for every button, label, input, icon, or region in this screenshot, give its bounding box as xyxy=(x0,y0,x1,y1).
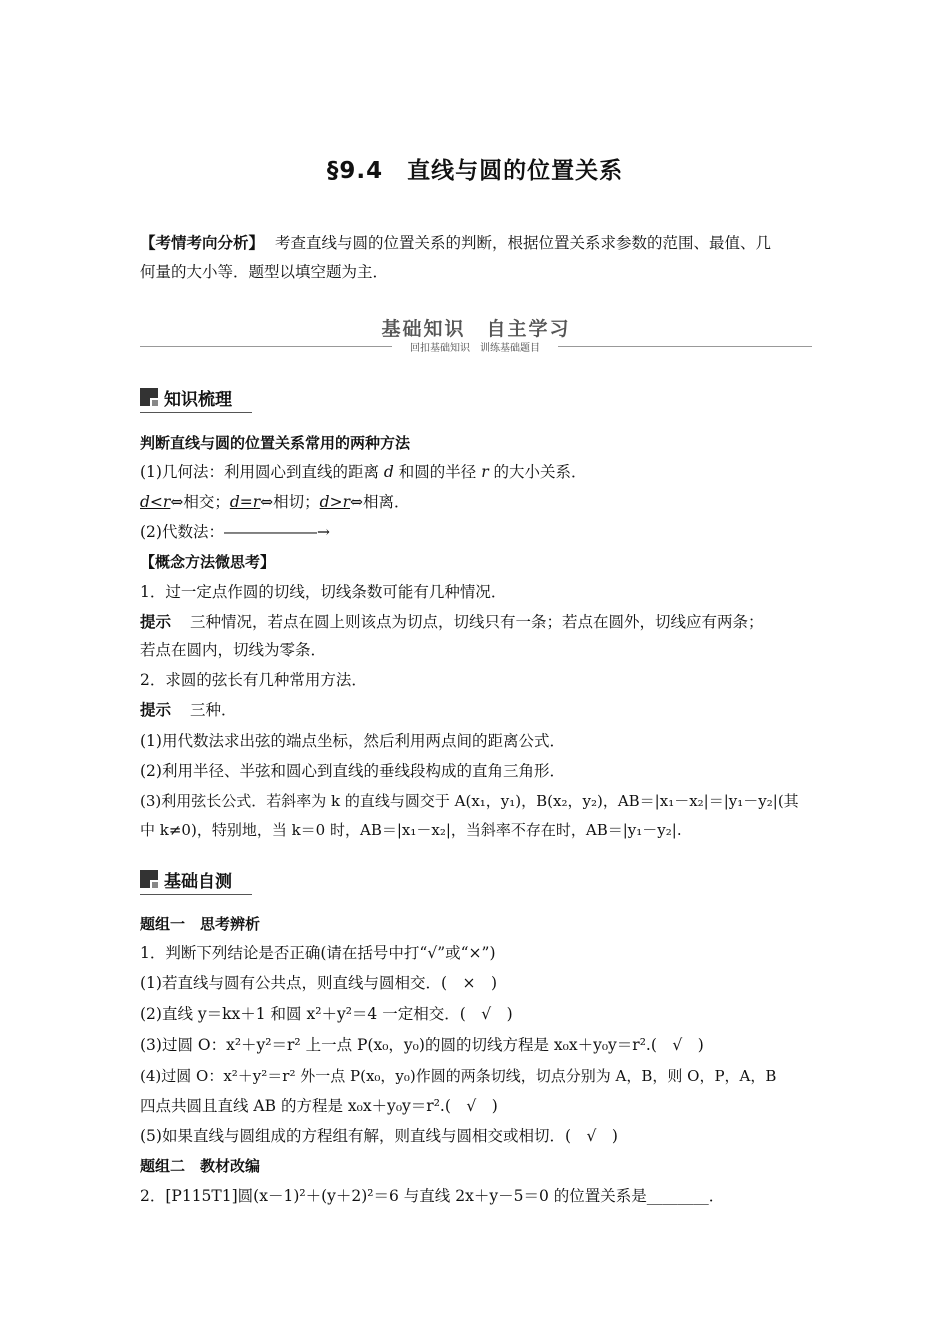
analysis-text-1: 考查直线与圆的位置关系的判断，根据位置关系求参数的范围、最值、几 xyxy=(274,234,771,252)
selftest-statement-5: (5)如果直线与圆组成的方程组有解，则直线与圆相交或相切．( √ ) xyxy=(140,1127,618,1145)
section-underline xyxy=(140,894,252,895)
section-square-icon xyxy=(140,870,158,888)
concept-method-1: (1)用代数法求出弦的端点坐标，然后利用两点间的距离公式． xyxy=(140,732,565,750)
concept-label: 【概念方法微思考】 xyxy=(140,553,276,571)
concept-method-3-line1: (3)利用弦长公式．若斜率为 k 的直线与圆交于 A(x₁，y₁)，B(x₂，y₂)，AB＝|x₁－x₂|＝|y₁－y₂|(其 xyxy=(140,792,799,810)
selftest-statement-1: (1)若直线与圆有公共点，则直线与圆相交．( × ) xyxy=(140,974,498,992)
hint-label: 提示 xyxy=(140,613,172,631)
selftest-q2: 2．[P115T1]圆(x－1)²＋(y＋2)²＝6 与直线 2x＋y－5＝0 的位置关系是________． xyxy=(140,1187,725,1205)
knowledge-algebra xyxy=(140,522,330,542)
section-knowledge-title: 知识梳理 xyxy=(164,390,232,410)
relation-tangent: d=r xyxy=(229,493,261,511)
knowledge-relations xyxy=(140,492,409,512)
section-selftest-header xyxy=(140,866,252,896)
concept-a2-text: 三种． xyxy=(189,701,237,719)
analysis-label: 【考情考向分析】 xyxy=(140,234,265,252)
section-selftest-title: 基础自测 xyxy=(164,872,232,892)
concept-q1: 1．过一定点作圆的切线，切线条数可能有几种情况． xyxy=(140,583,507,601)
section-knowledge-header xyxy=(140,384,252,414)
banner-title: 基础知识 自主学习 xyxy=(381,318,571,340)
knowledge-geometry xyxy=(140,462,587,482)
analysis-line-1 xyxy=(140,233,771,253)
geometry-r: r xyxy=(481,463,489,481)
hint-label: 提示 xyxy=(140,701,172,719)
relation-separate: d>r xyxy=(319,493,350,511)
geometry-prefix: (1)几何法：利用圆心到直线的距离 xyxy=(140,463,384,481)
algebra-arrow: ――――――→ xyxy=(223,523,330,541)
geometry-d: d xyxy=(383,463,394,481)
geometry-mid: 和圆的半径 xyxy=(393,463,482,481)
selftest-statement-4-line2: 四点共圆且直线 AB 的方程是 x₀x＋y₀y＝r².( √ ) xyxy=(140,1097,498,1115)
banner-rule-right xyxy=(558,346,812,347)
concept-a1-text: 三种情况，若点在圆上则该点为切点，切线只有一条；若点在圆外，切线应有两条； xyxy=(189,613,764,631)
relation-separate-text: ⇔相离． xyxy=(349,493,410,511)
section-banner xyxy=(140,310,812,360)
selftest-statement-4-line1: (4)过圆 O：x²＋y²＝r² 外一点 P(x₀，y₀)作圆的两条切线，切点分别为 A，B，则 O，P，A，B xyxy=(140,1067,777,1085)
group-1-heading: 题组一 思考辨析 xyxy=(140,915,261,933)
banner-rule-left xyxy=(140,346,392,347)
selftest-statement-2: (2)直线 y＝kx＋1 和圆 x²＋y²＝4 一定相交．( √ ) xyxy=(140,1005,513,1023)
algebra-label: (2)代数法： xyxy=(140,523,224,541)
relation-tangent-text: ⇔相切； xyxy=(260,493,320,511)
concept-method-2: (2)利用半径、半弦和圆心到直线的垂线段构成的直角三角形． xyxy=(140,762,565,780)
group-2-heading: 题组二 教材改编 xyxy=(140,1157,261,1175)
concept-a2 xyxy=(140,700,236,720)
page-title: §9.4 直线与圆的位置关系 xyxy=(326,158,624,184)
section-underline xyxy=(140,412,252,413)
concept-q2: 2．求圆的弦长有几种常用方法． xyxy=(140,671,367,689)
knowledge-heading: 判断直线与圆的位置关系常用的两种方法 xyxy=(140,434,411,452)
relation-intersect-text: ⇔相交； xyxy=(170,493,230,511)
banner-subtitle: 回扣基础知识 训练基础题目 xyxy=(410,343,540,354)
concept-a1-line1 xyxy=(140,612,763,632)
analysis-text-2: 何量的大小等．题型以填空题为主． xyxy=(140,263,389,281)
selftest-q1: 1．判断下列结论是否正确(请在括号中打“√”或“×”) xyxy=(140,944,496,962)
geometry-suffix: 的大小关系． xyxy=(488,463,587,481)
section-square-icon xyxy=(140,388,158,406)
relation-intersect: d<r xyxy=(140,493,171,511)
concept-a1-line2: 若点在圆内，切线为零条． xyxy=(140,641,327,659)
concept-method-3-line2: 中 k≠0)，特别地，当 k＝0 时，AB＝|x₁－x₂|，当斜率不存在时，AB＝|y₁－y₂|. xyxy=(140,821,682,839)
selftest-statement-3: (3)过圆 O：x²＋y²＝r² 上一点 P(x₀，y₀)的圆的切线方程是 x₀x＋y₀y＝r².( √ ) xyxy=(140,1036,704,1054)
